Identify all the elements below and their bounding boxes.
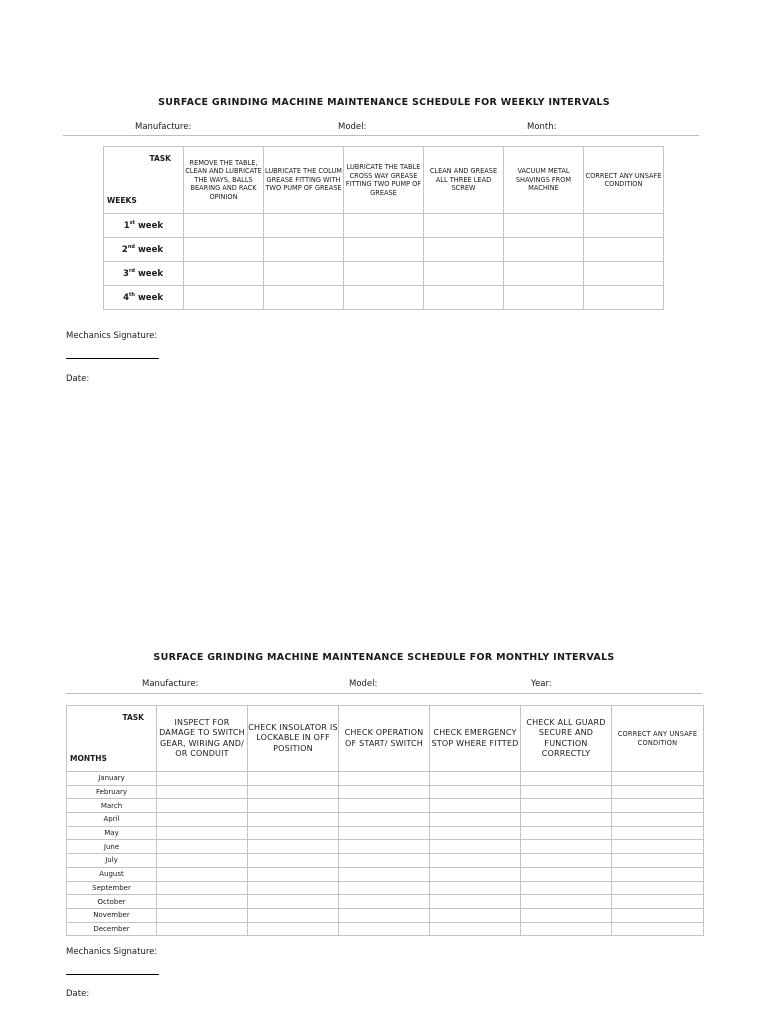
monthly-check-cell[interactable] bbox=[248, 799, 339, 813]
monthly-manufacture-label: Manufacture: bbox=[142, 679, 199, 689]
monthly-check-cell[interactable] bbox=[157, 772, 248, 786]
monthly-check-cell[interactable] bbox=[157, 908, 248, 922]
monthly-check-cell[interactable] bbox=[430, 908, 521, 922]
monthly-check-cell[interactable] bbox=[339, 881, 430, 895]
month-label: April bbox=[67, 813, 157, 827]
monthly-check-cell[interactable] bbox=[612, 840, 704, 854]
monthly-check-cell[interactable] bbox=[430, 922, 521, 936]
monthly-row bbox=[67, 840, 704, 854]
weekly-check-cell[interactable] bbox=[424, 262, 504, 286]
monthly-check-cell[interactable] bbox=[248, 826, 339, 840]
monthly-row bbox=[67, 854, 704, 868]
monthly-check-cell[interactable] bbox=[521, 813, 612, 827]
month-label: June bbox=[67, 840, 157, 854]
weekly-check-cell[interactable] bbox=[424, 238, 504, 262]
monthly-check-cell[interactable] bbox=[521, 854, 612, 868]
month-label: January bbox=[67, 772, 157, 786]
weekly-task-header: VACUUM METAL SHAVINGS FROM MACHINE bbox=[504, 147, 584, 214]
monthly-row bbox=[67, 881, 704, 895]
monthly-signature-line[interactable] bbox=[66, 974, 159, 975]
monthly-check-cell[interactable] bbox=[521, 772, 612, 786]
monthly-check-cell[interactable] bbox=[521, 922, 612, 936]
weekly-month-label: Month: bbox=[527, 122, 557, 132]
monthly-check-cell[interactable] bbox=[521, 908, 612, 922]
month-label: October bbox=[67, 895, 157, 909]
monthly-check-cell[interactable] bbox=[612, 813, 704, 827]
monthly-task-header: CHECK INSOLATOR IS LOCKABLE IN OFF POSITION bbox=[248, 706, 339, 772]
weekly-check-cell[interactable] bbox=[184, 214, 264, 238]
monthly-check-cell[interactable] bbox=[521, 867, 612, 881]
monthly-check-cell[interactable] bbox=[339, 867, 430, 881]
weekly-check-cell[interactable] bbox=[264, 262, 344, 286]
monthly-check-cell[interactable] bbox=[248, 922, 339, 936]
month-label: May bbox=[67, 826, 157, 840]
month-label: August bbox=[67, 867, 157, 881]
monthly-row bbox=[67, 813, 704, 827]
monthly-check-cell[interactable] bbox=[339, 826, 430, 840]
monthly-check-cell[interactable] bbox=[339, 908, 430, 922]
month-label: November bbox=[67, 908, 157, 922]
monthly-check-cell[interactable] bbox=[339, 813, 430, 827]
monthly-check-cell[interactable] bbox=[612, 895, 704, 909]
week-label: 2nd week bbox=[104, 238, 184, 262]
weekly-row bbox=[104, 214, 664, 238]
weekly-signature-label: Mechanics Signature: bbox=[66, 331, 158, 341]
monthly-check-cell[interactable] bbox=[521, 840, 612, 854]
monthly-check-cell[interactable] bbox=[339, 799, 430, 813]
monthly-check-cell[interactable] bbox=[157, 799, 248, 813]
weekly-check-cell[interactable] bbox=[584, 238, 664, 262]
monthly-row bbox=[67, 908, 704, 922]
monthly-check-cell[interactable] bbox=[157, 881, 248, 895]
week-label: 4th week bbox=[104, 286, 184, 310]
weekly-check-cell[interactable] bbox=[344, 286, 424, 310]
monthly-check-cell[interactable] bbox=[612, 922, 704, 936]
monthly-check-cell[interactable] bbox=[430, 854, 521, 868]
weekly-row bbox=[104, 286, 664, 310]
weekly-check-cell[interactable] bbox=[184, 286, 264, 310]
monthly-check-cell[interactable] bbox=[430, 799, 521, 813]
weekly-check-cell[interactable] bbox=[264, 238, 344, 262]
monthly-schedule-table bbox=[66, 705, 704, 936]
weekly-row bbox=[104, 262, 664, 286]
monthly-signature-label: Mechanics Signature: bbox=[66, 947, 158, 957]
monthly-check-cell[interactable] bbox=[612, 785, 704, 799]
weekly-manufacture-label: Manufacture: bbox=[135, 122, 192, 132]
monthly-title: SURFACE GRINDING MACHINE MAINTENANCE SCHEDULE FOR MONTHLY INTERVALS bbox=[153, 652, 615, 663]
monthly-row bbox=[67, 772, 704, 786]
monthly-check-cell[interactable] bbox=[612, 854, 704, 868]
monthly-header-row bbox=[67, 706, 704, 772]
monthly-date-label: Date: bbox=[66, 989, 90, 999]
monthly-row bbox=[67, 799, 704, 813]
weekly-task-header: CLEAN AND GREASE ALL THREE LEAD SCREW bbox=[424, 147, 504, 214]
monthly-check-cell[interactable] bbox=[248, 785, 339, 799]
weekly-header-rule bbox=[63, 135, 699, 136]
monthly-check-cell[interactable] bbox=[157, 840, 248, 854]
monthly-task-header: CORRECT ANY UNSAFE CONDITION bbox=[612, 706, 704, 772]
weekly-check-cell[interactable] bbox=[424, 214, 504, 238]
weekly-check-cell[interactable] bbox=[184, 262, 264, 286]
monthly-check-cell[interactable] bbox=[248, 840, 339, 854]
monthly-check-cell[interactable] bbox=[521, 826, 612, 840]
weekly-check-cell[interactable] bbox=[504, 286, 584, 310]
month-label: February bbox=[67, 785, 157, 799]
monthly-check-cell[interactable] bbox=[430, 840, 521, 854]
month-label: September bbox=[67, 881, 157, 895]
monthly-task-header: CHECK ALL GUARD SECURE AND FUNCTION CORRECTLY bbox=[521, 706, 612, 772]
monthly-check-cell[interactable] bbox=[612, 772, 704, 786]
monthly-check-cell[interactable] bbox=[248, 772, 339, 786]
monthly-check-cell[interactable] bbox=[339, 785, 430, 799]
weekly-weeks-label: WEEKS bbox=[107, 196, 137, 205]
monthly-check-cell[interactable] bbox=[248, 881, 339, 895]
monthly-check-cell[interactable] bbox=[430, 881, 521, 895]
monthly-corner-cell bbox=[67, 706, 157, 772]
monthly-row bbox=[67, 922, 704, 936]
weekly-check-cell[interactable] bbox=[584, 286, 664, 310]
monthly-check-cell[interactable] bbox=[339, 840, 430, 854]
weekly-task-header: LUBRICATE THE TABLE CROSS WAY GREASE FITTING TWO PUMP OF GREASE bbox=[344, 147, 424, 214]
weekly-row bbox=[104, 238, 664, 262]
month-label: July bbox=[67, 854, 157, 868]
weekly-check-cell[interactable] bbox=[504, 262, 584, 286]
monthly-task-header: INSPECT FOR DAMAGE TO SWITCH GEAR, WIRING AND/ OR CONDUIT bbox=[157, 706, 248, 772]
monthly-check-cell[interactable] bbox=[612, 867, 704, 881]
weekly-check-cell[interactable] bbox=[344, 214, 424, 238]
monthly-row bbox=[67, 785, 704, 799]
monthly-check-cell[interactable] bbox=[248, 895, 339, 909]
weekly-check-cell[interactable] bbox=[344, 238, 424, 262]
monthly-row bbox=[67, 867, 704, 881]
month-label: March bbox=[67, 799, 157, 813]
monthly-check-cell[interactable] bbox=[339, 772, 430, 786]
monthly-check-cell[interactable] bbox=[157, 895, 248, 909]
monthly-year-label: Year: bbox=[531, 679, 552, 689]
monthly-check-cell[interactable] bbox=[430, 785, 521, 799]
weekly-header-row bbox=[104, 147, 664, 214]
monthly-check-cell[interactable] bbox=[612, 908, 704, 922]
monthly-check-cell[interactable] bbox=[430, 867, 521, 881]
monthly-task-header: CHECK EMERGENCY STOP WHERE FITTED bbox=[430, 706, 521, 772]
monthly-check-cell[interactable] bbox=[430, 826, 521, 840]
week-label: 3rd week bbox=[104, 262, 184, 286]
monthly-row bbox=[67, 895, 704, 909]
weekly-corner-cell bbox=[104, 147, 184, 214]
weekly-check-cell[interactable] bbox=[504, 238, 584, 262]
weekly-check-cell[interactable] bbox=[584, 262, 664, 286]
monthly-check-cell[interactable] bbox=[612, 881, 704, 895]
weekly-task-header: REMOVE THE TABLE, CLEAN AND LUBRICATE THE WAYS, BALLS BEARING AND RACK OPINION bbox=[184, 147, 264, 214]
weekly-signature-line[interactable] bbox=[66, 358, 159, 359]
monthly-check-cell[interactable] bbox=[430, 772, 521, 786]
monthly-check-cell[interactable] bbox=[157, 785, 248, 799]
monthly-task-label: TASK bbox=[122, 713, 144, 722]
weekly-date-label: Date: bbox=[66, 374, 90, 384]
monthly-check-cell[interactable] bbox=[339, 922, 430, 936]
monthly-check-cell[interactable] bbox=[612, 799, 704, 813]
week-label: 1st week bbox=[104, 214, 184, 238]
weekly-check-cell[interactable] bbox=[264, 214, 344, 238]
weekly-schedule-table bbox=[103, 146, 664, 310]
monthly-check-cell[interactable] bbox=[339, 854, 430, 868]
weekly-check-cell[interactable] bbox=[264, 286, 344, 310]
monthly-months-label: MONTHS bbox=[70, 754, 107, 763]
monthly-model-label: Model: bbox=[349, 679, 378, 689]
monthly-check-cell[interactable] bbox=[521, 785, 612, 799]
monthly-check-cell[interactable] bbox=[430, 813, 521, 827]
monthly-check-cell[interactable] bbox=[157, 854, 248, 868]
monthly-check-cell[interactable] bbox=[339, 895, 430, 909]
monthly-row bbox=[67, 826, 704, 840]
monthly-header-rule bbox=[66, 693, 702, 694]
monthly-check-cell[interactable] bbox=[157, 922, 248, 936]
weekly-check-cell[interactable] bbox=[584, 214, 664, 238]
weekly-task-header: CORRECT ANY UNSAFE CONDITION bbox=[584, 147, 664, 214]
monthly-check-cell[interactable] bbox=[521, 895, 612, 909]
monthly-check-cell[interactable] bbox=[430, 895, 521, 909]
weekly-check-cell[interactable] bbox=[424, 286, 504, 310]
monthly-check-cell[interactable] bbox=[157, 867, 248, 881]
weekly-title: SURFACE GRINDING MACHINE MAINTENANCE SCHEDULE FOR WEEKLY INTERVALS bbox=[158, 97, 610, 108]
monthly-check-cell[interactable] bbox=[521, 799, 612, 813]
monthly-check-cell[interactable] bbox=[157, 813, 248, 827]
weekly-task-header: LUBRICATE THE COLUM GREASE FITTING WITH TWO PUMP OF GREASE bbox=[264, 147, 344, 214]
monthly-check-cell[interactable] bbox=[157, 826, 248, 840]
weekly-check-cell[interactable] bbox=[344, 262, 424, 286]
monthly-check-cell[interactable] bbox=[248, 908, 339, 922]
monthly-check-cell[interactable] bbox=[248, 867, 339, 881]
monthly-check-cell[interactable] bbox=[521, 881, 612, 895]
monthly-task-header: CHECK OPERATION OF START/ SWITCH bbox=[339, 706, 430, 772]
weekly-model-label: Model: bbox=[338, 122, 367, 132]
weekly-task-label: TASK bbox=[149, 154, 171, 163]
weekly-check-cell[interactable] bbox=[184, 238, 264, 262]
month-label: December bbox=[67, 922, 157, 936]
monthly-check-cell[interactable] bbox=[612, 826, 704, 840]
monthly-check-cell[interactable] bbox=[248, 854, 339, 868]
weekly-check-cell[interactable] bbox=[504, 214, 584, 238]
monthly-check-cell[interactable] bbox=[248, 813, 339, 827]
